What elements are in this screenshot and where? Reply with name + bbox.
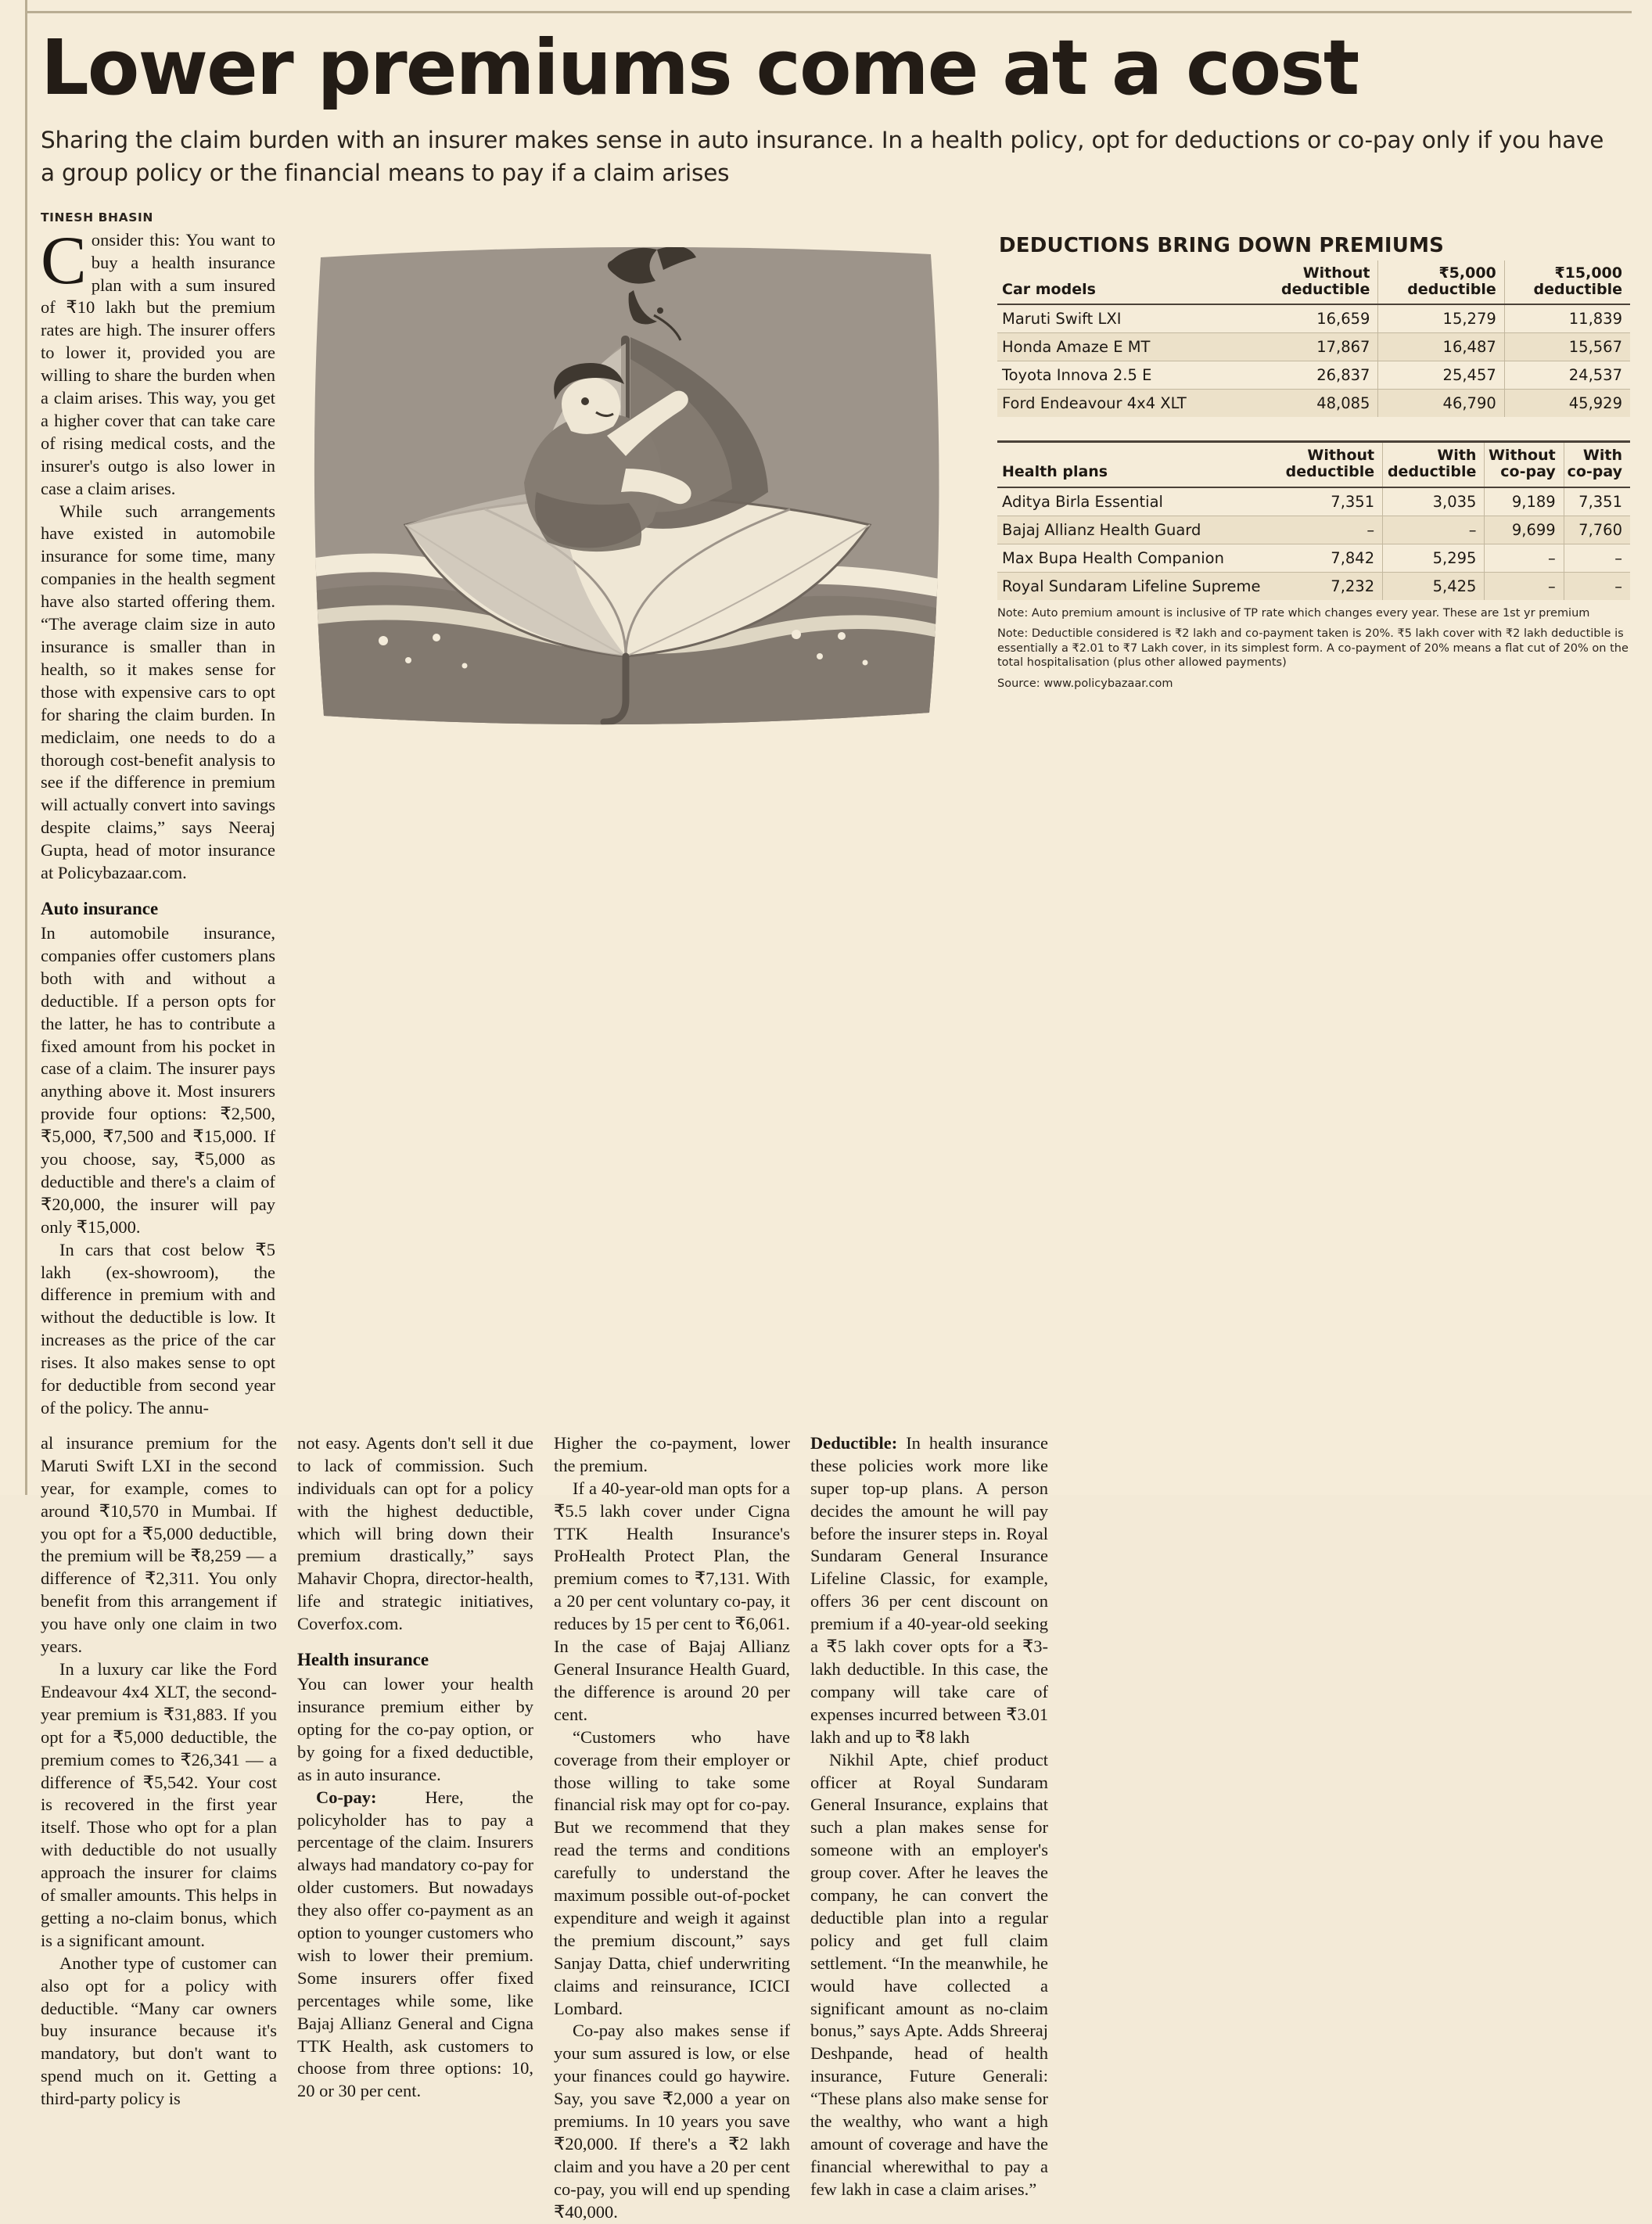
col-header-15000-deductible: ₹15,000 deductible <box>1504 260 1630 305</box>
table-title: DEDUCTIONS BRING DOWN PREMIUMS <box>999 233 1445 257</box>
cell-value: 7,232 <box>1281 572 1383 600</box>
run-in-copay: Co-pay: <box>316 1787 377 1807</box>
table-row <box>997 304 1630 333</box>
standfirst: Sharing the claim burden with an insurer makes sense in auto insurance. In a health policy, opt for deductions or co-pay only if you have a group policy or the financial means to pay if a claim arises <box>41 126 1604 186</box>
cell-model: Ford Endeavour 4x4 XLT <box>997 390 1252 418</box>
cell-value: – <box>1383 516 1485 544</box>
paragraph: not easy. Agents don't sell it due to lack of commission. Such individuals can opt for a policy with the highest deductible, which will bring down their premium drastically,” says Mahavir Chopra, director-health, life and strategic initiatives, Coverfox.com. <box>297 1432 533 1634</box>
paragraph <box>810 1432 1048 1749</box>
cell-value: – <box>1485 572 1564 600</box>
story-column-2 <box>41 1432 277 2224</box>
table-row <box>997 390 1630 418</box>
paragraph: In a luxury car like the Ford Endeavour 4x4 XLT, the second-year premium is ₹31,883. If you opt for a ₹5,000 deductible, the premium comes to ₹26,341 — a difference of ₹5,542. Your cost is recovered in the first year itself. Those who opt for a plan with deductible do not usually approach the insurer for claims of smaller amounts. This helps in getting a no-claim bonus, which is a significant amount. <box>41 1658 277 1950</box>
table-header-row <box>997 442 1630 487</box>
table-row <box>997 333 1630 361</box>
paragraph-text: In health insurance these policies work more like super top-up plans. A person decides the amount he will pay before the insurer steps in. Royal Sundaram General Insurance Lifeline Classic, for example, offers 36 per cent discount on premium if a 40-year-old seeking a ₹5 lakh cover opts for a ₹3-lakh deductible. In this case, the company will take care of expenses incurred between ₹3.01 lakh and up to ₹8 lakh <box>810 1432 1048 1747</box>
paragraph: “Customers who have coverage from their employer or those willing to take some financial risk may opt for co-pay. But we recommend that they read the terms and conditions carefully to understand the maximum possible out-of-pocket expenditure and weigh it against the premium discount,” says Sanjay Datta, chief underwriting claims and reinsurance, ICICI Lombard. <box>554 1726 790 2018</box>
paragraph: Co-pay also makes sense if your sum assured is low, or else your finances could go haywire. Say, you save ₹2,000 a year on premiums. In 10 years you save ₹20,000. If there's a ₹2 lakh claim and you have a 20 per cent co-pay, you will end up spending ₹40,000. <box>554 2021 790 2222</box>
paragraph: In automobile insurance, companies offer customers plans both with and without a deductible. If a person opts for the latter, he has to contribute a fixed amount from his pocket in case of a claim. The insurer pays anything above it. Most insurers provide four options: ₹2,500, ₹5,000, ₹7,500 and ₹15,000. If you choose, say, ₹5,000 as deductible and there's a claim of ₹20,000, the insurer will pay only ₹15,000. <box>41 922 275 1237</box>
page-title: Lower premiums come at a cost <box>41 23 1359 112</box>
story-column-4 <box>554 1432 790 2224</box>
cell-value: 9,699 <box>1485 516 1564 544</box>
col-header-without-deductible: Without deductible <box>1281 442 1383 487</box>
table-row <box>997 544 1630 572</box>
cell-value: 25,457 <box>1378 361 1504 390</box>
paragraph: al insurance premium for the Maruti Swift LXI in the second year, for example, comes to around ₹10,570 in Mumbai. If you opt for a ₹5,000 deductible, the premium will be ₹8,259 — a difference of ₹2,311. You only benefit from this arrangement if you have only one claim in two years. <box>41 1432 277 1657</box>
cell-value: – <box>1485 544 1564 572</box>
cell-value: 46,790 <box>1378 390 1504 418</box>
paragraph-text: Here, the policyholder has to pay a percentage of the claim. Insurers always had mandatory co-pay for older customers. But nowadays they also offer co-payment as an option to younger customers who wish to lower their premium. Some insurers offer fixed percentages while some, like Bajaj Allianz General and Cigna TTK Health, ask customers to choose from three options: 10, 20 or 30 per cent. <box>297 1787 533 2101</box>
table-column <box>982 229 1630 1420</box>
cell-value: – <box>1564 544 1630 572</box>
cell-value: – <box>1564 572 1630 600</box>
byline: TINESH BHASIN <box>41 210 153 225</box>
cell-value: 7,760 <box>1564 516 1630 544</box>
paragraph: Nikhil Apte, chief product officer at Royal Sundaram General Insurance, explains that such a plan makes sense for someone with an employer's group cover. After he leaves the company, he can convert the deductible plan into a regular policy and get full claim settlement. “In the meanwhile, he would have collected a significant amount as no-claim bonus,” says Apte. Adds Shreeraj Deshpande, head of health insurance, Future Generali: “These plans also make sense for the wealthy, who want a high amount of coverage and have the financial wherewithal to pay a few lakh in case a claim arises.” <box>810 1749 1048 2199</box>
col-header-without-copay: Without co-pay <box>1485 442 1564 487</box>
cell-value: 16,487 <box>1378 333 1504 361</box>
table-note-2: Note: Deductible considered is ₹2 lakh and co-payment taken is 20%. ₹5 lakh cover with ₹2 lakh deductible is essentially a ₹2.01 to ₹7 Lakh cover, in its simplest form. A co-payment of 20% means a flat cut of 20% on the total hospitalisation (plus other allowed payments) <box>997 627 1629 670</box>
cell-value: 26,837 <box>1252 361 1378 390</box>
section-heading-auto: Auto insurance <box>41 898 159 918</box>
paragraph: Another type of customer can also opt for a policy with deductible. “Many car owners buy insurance because it's mandatory, but don't want to spend much on it. Getting a third-party policy is <box>41 1953 277 2109</box>
bottom-band <box>41 1432 1630 2224</box>
cell-value: 45,929 <box>1504 390 1630 418</box>
cell-value: 15,279 <box>1378 304 1504 333</box>
cell-value: 15,567 <box>1504 333 1630 361</box>
table-row <box>997 516 1630 544</box>
paragraph: You can lower your health insurance premium either by opting for the co-pay option, or by going for a fixed deductible, as in auto insurance. <box>297 1674 533 1784</box>
cell-value: 16,659 <box>1252 304 1378 333</box>
col-header-5000-deductible: ₹5,000 deductible <box>1378 260 1504 305</box>
paragraph: Higher the co-payment, lower the premium. <box>554 1432 790 1475</box>
col-header-car-models: Car models <box>997 260 1252 305</box>
paragraph: In cars that cost below ₹5 lakh (ex-showroom), the difference in premium with and without the deductible is low. It increases as the price of the car rises. It also makes sense to opt for deductible from second year of the policy. The annu- <box>41 1239 275 1417</box>
cell-model: Royal Sundaram Lifeline Supreme <box>997 572 1281 600</box>
health-premium-table <box>997 440 1630 600</box>
table-source: Source: www.policybazaar.com <box>997 677 1173 690</box>
cell-value: 7,351 <box>1281 487 1383 516</box>
cell-model: Toyota Innova 2.5 E <box>997 361 1252 390</box>
story-column-5 <box>810 1432 1048 2224</box>
paragraph <box>41 222 275 501</box>
cell-model: Maruti Swift LXI <box>997 304 1252 333</box>
cell-model: Max Bupa Health Companion <box>997 544 1281 572</box>
col-header-with-copay: With co-pay <box>1564 442 1630 487</box>
cell-model: Bajaj Allianz Health Guard <box>997 516 1281 544</box>
paragraph: While such arrangements have existed in automobile insurance for some time, many companies in the health segment have also started offering them. “The average claim size in auto insurance is smaller than in health, so it makes sense for those with expensive cars to opt for sharing the claim burden. In mediclaim, one needs to do a thorough cost-benefit analysis to see if the difference in premium will actually convert into savings despite claims,” says Neeraj Gupta, head of motor insurance at Policybazaar.com. <box>41 501 275 883</box>
top-border-rule <box>25 11 1632 13</box>
cell-value: 5,295 <box>1383 544 1485 572</box>
cell-model: Honda Amaze E MT <box>997 333 1252 361</box>
illustration <box>289 234 962 781</box>
umbrella-boat-illustration <box>289 234 962 781</box>
illustration-column <box>275 229 982 1420</box>
col-header-health-plans: Health plans <box>997 442 1281 487</box>
cell-value: 11,839 <box>1504 304 1630 333</box>
table-row <box>997 572 1630 600</box>
paragraph: If a 40-year-old man opts for a ₹5.5 lakh cover under Cigna TTK Health Insurance's ProHealth Protect Plan, the premium comes to ₹7,131. With a 20 per cent voluntary co-pay, it reduces by 15 per cent to ₹6,061. In the case of Bajaj Allianz General Insurance Health Guard, the difference is around 20 per cent. <box>554 1478 790 1724</box>
cell-value: 7,842 <box>1281 544 1383 572</box>
run-in-deductible: Deductible: <box>810 1432 898 1453</box>
table-note-1: Note: Auto premium amount is inclusive of TP rate which changes every year. These are 1st yr premium <box>997 606 1590 620</box>
table-header-row <box>997 260 1630 305</box>
cell-value: – <box>1281 516 1383 544</box>
cell-value: 7,351 <box>1564 487 1630 516</box>
cell-value: 9,189 <box>1485 487 1564 516</box>
top-band <box>41 222 1630 1420</box>
cell-value: 3,035 <box>1383 487 1485 516</box>
left-border-rule <box>25 0 27 1495</box>
col-header-with-deductible: With deductible <box>1383 442 1485 487</box>
car-premium-table <box>997 260 1630 441</box>
story-column-1 <box>41 222 275 1420</box>
story-column-3 <box>297 1432 533 2224</box>
drop-cap: C <box>41 222 87 299</box>
table-row <box>997 487 1630 516</box>
table-spacer <box>997 417 1630 440</box>
cell-model: Aditya Birla Essential <box>997 487 1281 516</box>
cell-value: 17,867 <box>1252 333 1378 361</box>
cell-value: 24,537 <box>1504 361 1630 390</box>
cell-value: 5,425 <box>1383 572 1485 600</box>
paragraph <box>297 1787 533 2104</box>
table-row <box>997 361 1630 390</box>
paragraph-text: onsider this: You want to buy a health insurance plan with a sum insured of ₹10 lakh but the premium rates are high. The insurer offers to lower it, provided you are willing to share the burden when a claim arises. This way, you get a higher cover that can take care of rising medical costs, and the insurer's outgo is also lower in case a claim arises. <box>41 229 275 498</box>
cell-value: 48,085 <box>1252 390 1378 418</box>
col-header-without-deductible: Without deductible <box>1252 260 1378 305</box>
section-heading-health: Health insurance <box>297 1650 429 1670</box>
